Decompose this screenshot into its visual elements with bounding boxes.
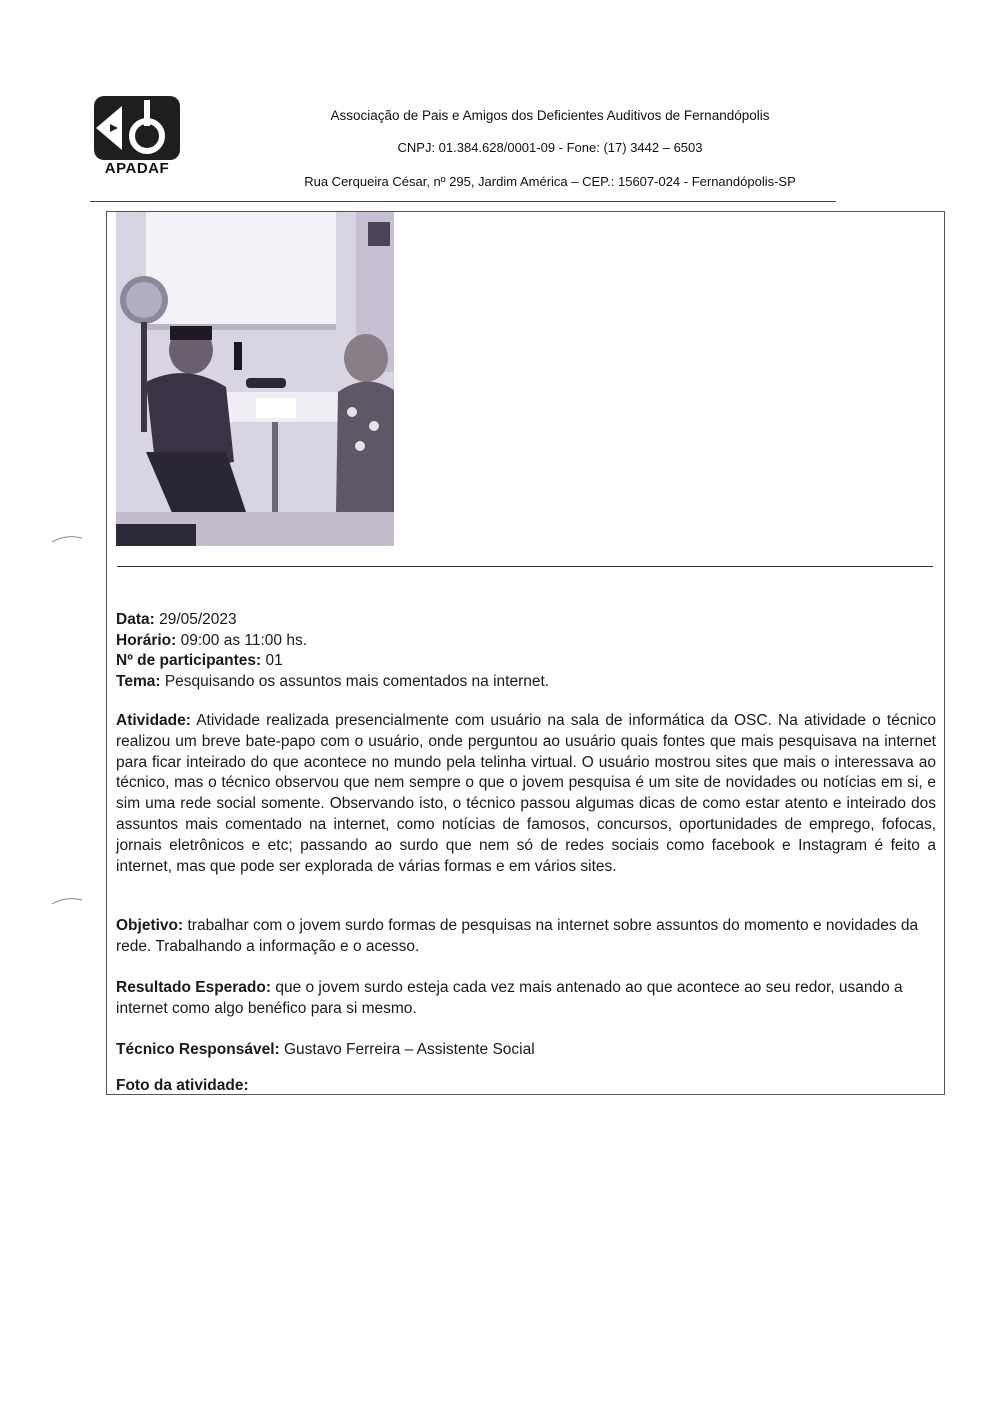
address: Rua Cerqueira César, nº 295, Jardim América – CEP.: 15607-024 - Fernandópolis-SP <box>304 174 796 189</box>
activity-photo <box>116 212 394 546</box>
participantes-label: Nº de participantes: <box>116 652 262 669</box>
horario-value: 09:00 as 11:00 hs. <box>176 631 307 649</box>
tema-label: Tema: <box>116 672 161 690</box>
org-name: Associação de Pais e Amigos dos Deficientes Auditivos de Fernandópolis <box>330 108 770 123</box>
participantes-row <box>116 651 549 672</box>
scan-mark-icon <box>50 896 84 906</box>
resultado-label: Resultado Esperado: <box>116 979 272 996</box>
tecnico-label: Técnico Responsável: <box>116 1041 280 1058</box>
horario-label: Horário: <box>116 631 177 649</box>
atividade-paragraph <box>116 711 936 877</box>
data-value: 29/05/2023 <box>154 611 237 628</box>
data-label: Data: <box>116 611 155 628</box>
foto-paragraph <box>116 1076 936 1097</box>
scan-mark-icon <box>50 534 84 544</box>
participantes-value: 01 <box>261 652 283 669</box>
tecnico-value: Gustavo Ferreira – Assistente Social <box>279 1041 535 1058</box>
horario-row <box>116 631 549 652</box>
atividade-label: Atividade: <box>116 712 191 729</box>
objetivo-paragraph <box>116 916 936 958</box>
resultado-paragraph <box>116 978 936 1020</box>
resultado-value: que o jovem surdo esteja cada vez mais antenado ao que acontece ao seu redor, usando a internet como algo benéfico para si mesmo. <box>116 979 903 1017</box>
cnpj-phone: CNPJ: 01.384.628/0001-09 - Fone: (17) 3442 – 6503 <box>397 140 703 155</box>
header-divider <box>90 201 836 202</box>
objetivo-value: trabalhar com o jovem surdo formas de pesquisas na internet sobre assuntos do momento e novidades da rede. Trabalhando a informação e o acesso. <box>116 917 919 955</box>
objetivo-label: Objetivo: <box>116 917 184 934</box>
foto-label: Foto da atividade: <box>116 1077 249 1094</box>
tema-row <box>116 672 549 693</box>
photo-divider <box>117 566 933 567</box>
tema-value: Pesquisando os assuntos mais comentados na internet. <box>160 672 550 690</box>
report-fields <box>116 610 549 692</box>
data-row <box>116 610 549 631</box>
tecnico-paragraph <box>116 1040 936 1061</box>
atividade-value: Atividade realizada presencialmente com usuário na sala de informática da OSC. Na atividade o técnico realizou um breve bate-papo com o usuário, onde perguntou ao usuário quais fontes que mais pesquisava na internet para ficar inteirado do que acontece no mundo pela telinha virtual. O usuário mostrou sites que mais o interessava ao técnico, mas o técnico observou que nem sempre o que o jovem pesquisa é um site de novidades ou notícias em si, e sim uma rede social somente. Observando isto, o técnico passou algumas dicas de como estar atento e inteirado dos assuntos mais comentado na internet, como notícias de famosos, concursos, oportunidades de emprego, fofocas, jornais eletrônicos e etc; passando ao surdo que nem só de redes sociais como facebook e Instagram é feito a internet, mas que pode ser explorada de várias formas e em vários sites. <box>116 712 936 875</box>
logo-text: APADAF <box>104 160 170 177</box>
